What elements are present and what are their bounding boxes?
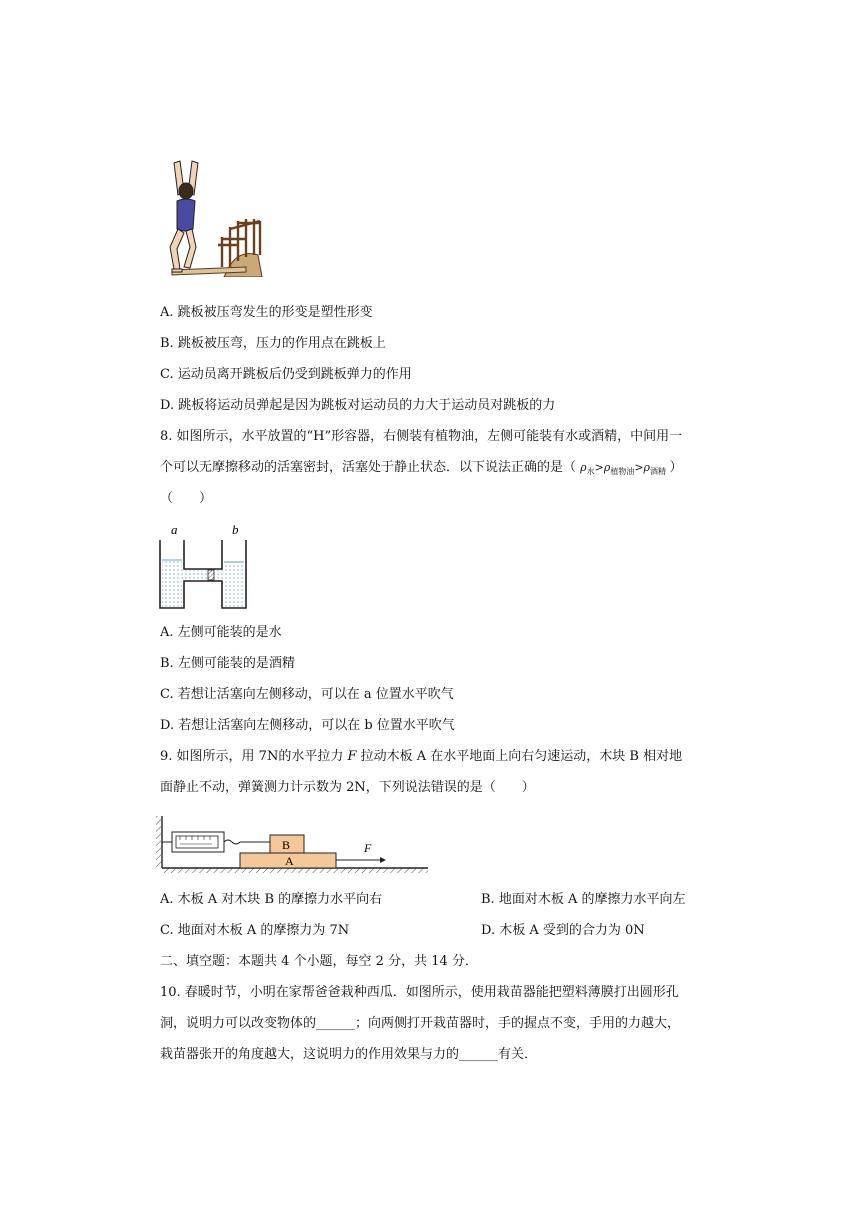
q8-answer-blank: （ ） [160, 491, 213, 506]
h-label-a: a [171, 522, 178, 537]
diver-springboard-figure [158, 157, 266, 277]
h-label-b: b [232, 522, 239, 537]
force-f-label: F [364, 841, 372, 855]
q8-option-c[interactable]: C. 若想让活塞向左侧移动，可以在 a 位置水平吹气 [160, 687, 454, 702]
board-a-label: A [285, 854, 294, 868]
q9-stem-line1 [160, 748, 682, 766]
q9-stem-force: F [347, 749, 357, 764]
q9-stem-post: 拉动木板 A 在水平地面上向右匀速运动，木块 B 相对地 [356, 749, 683, 764]
gt-symbol: > [634, 461, 644, 474]
q8-option-d[interactable]: D. 若想让活塞向左侧移动，可以在 b 位置水平吹气 [160, 718, 455, 733]
q7-option-b[interactable]: B. 跳板被压弯，压力的作用点在跳板上 [160, 336, 386, 351]
q10-line2: 洞，说明力可以改变物体的______；向两侧打开栽苗器时，手的握点不变，手用的力越大， [160, 1016, 681, 1031]
q8-close-paren: ） [669, 460, 683, 475]
sub-oil: 植物油 [610, 467, 635, 477]
rho-symbol: ρ [603, 461, 611, 474]
q9-stem-pre: 9. 如图所示，用 7N的水平拉力 [160, 749, 348, 764]
q7-option-c[interactable]: C. 运动员离开跳板后仍受到跳板弹力的作用 [160, 367, 412, 382]
rho-symbol: ρ [580, 461, 587, 474]
q9-stem-line2: 面静止不动，弹簧测力计示数为 2N，下列说法错误的是（ ） [160, 780, 535, 795]
sub-alcohol: 酒精 [650, 467, 666, 477]
q8-stem-line2-text: 个可以无摩擦移动的活塞密封，活塞处于静止状态．以下说法正确的是（ [160, 460, 577, 475]
q8-option-a[interactable]: A. 左侧可能装的是水 [160, 625, 282, 640]
q9-option-c[interactable]: C. 地面对木板 A 的摩擦力为 7N [160, 923, 350, 938]
q9-option-d[interactable]: D. 木板 A 受到的合力为 0N [481, 923, 645, 938]
q10-line3: 栽苗器张开的角度越大，这说明力的作用效果与力的______有关． [160, 1047, 538, 1062]
sub-water: 水 [586, 467, 595, 477]
q8-option-b[interactable]: B. 左侧可能装的是酒精 [160, 656, 295, 671]
q10-line1: 10. 春暖时节，小明在家帮爸爸栽种西瓜．如图所示，使用栽苗器能把塑料薄膜打出圆形孔 [160, 985, 679, 1000]
q8-stem-line2 [160, 459, 683, 481]
gt-symbol: > [594, 461, 604, 474]
q8-stem-line1: 8. 如图所示，水平放置的“H”形容器，右侧装有植物油，左侧可能装有水或酒精，中间用一 [160, 429, 683, 444]
section-2-title: 二、填空题：本题共 4 个小题，每空 2 分，共 14 分． [160, 954, 478, 969]
q9-option-b[interactable]: B. 地面对木板 A 的摩擦力水平向左 [481, 892, 686, 907]
q9-option-a[interactable]: A. 木板 A 对木块 B 的摩擦力水平向右 [160, 892, 383, 907]
rho-symbol: ρ [643, 461, 650, 474]
q7-option-a[interactable]: A. 跳板被压弯发生的形变是塑性形变 [160, 305, 373, 320]
board-block-figure [154, 812, 434, 874]
block-b-label: B [282, 838, 291, 852]
h-container-figure [156, 520, 252, 612]
q7-option-d[interactable]: D. 跳板将运动员弹起是因为跳板对运动员的力大于运动员对跳板的力 [160, 398, 556, 413]
q8-density-relation [580, 461, 669, 477]
